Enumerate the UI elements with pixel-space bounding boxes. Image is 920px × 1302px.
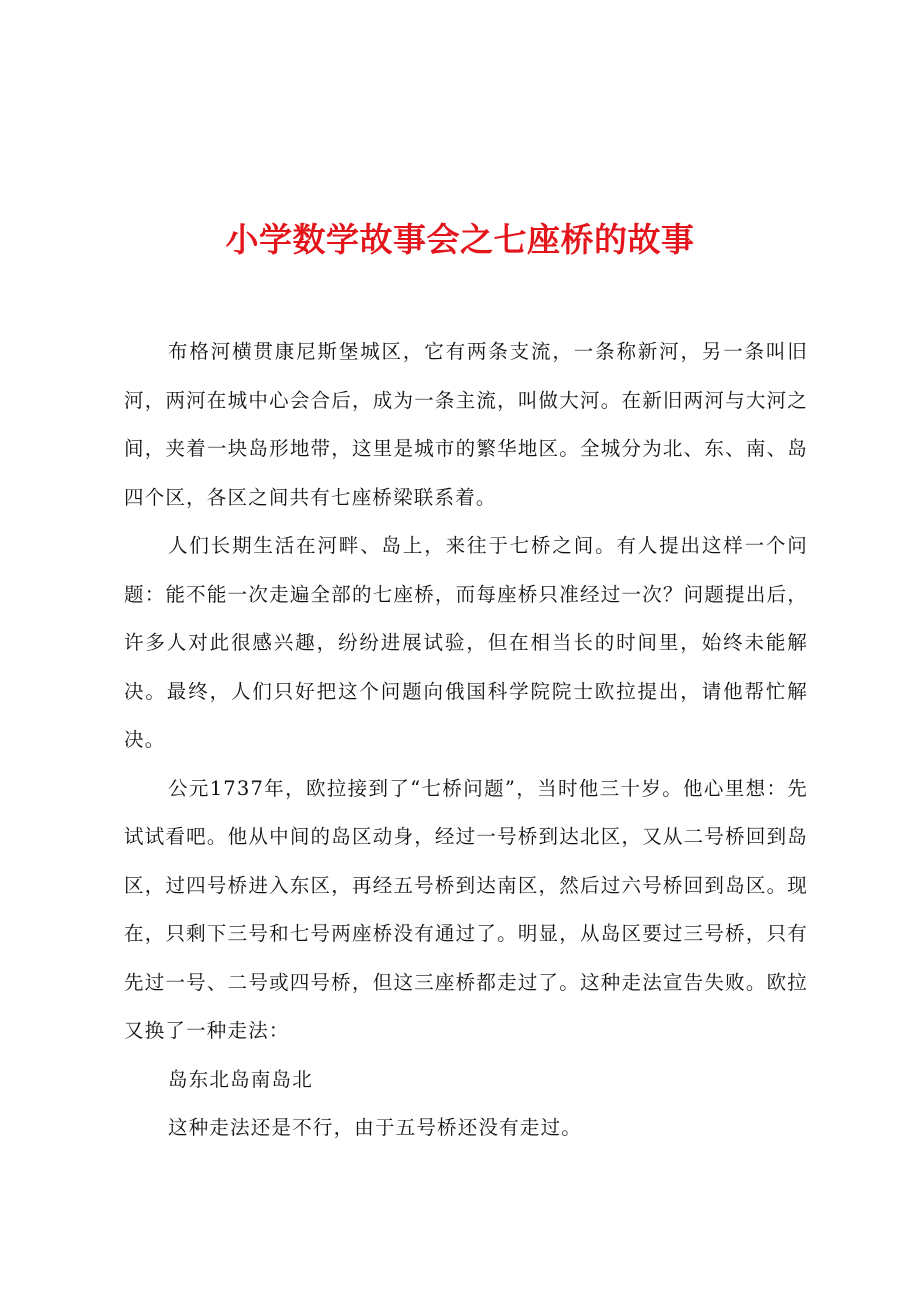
paragraph-2: 人们长期生活在河畔、岛上，来往于七桥之间。有人提出这样一个问题：能不能一次走遍全部的七座桥，而每座桥只准经过一次？问题提出后，许多人对此很感兴趣，纷纷进展试验，但在相当长的时间里，始终未能解决。最终，人们只好把这个问题向俄国科学院院士欧拉提出，请他帮忙解决。 [124, 534, 808, 751]
document-title: 小学数学故事会之七座桥的故事 [225, 220, 695, 260]
paragraph-5: 这种走法还是不行，由于五号桥还没有走过。 [168, 1116, 583, 1139]
document-body [124, 328, 808, 1153]
paragraph-1: 布格河横贯康尼斯堡城区，它有两条支流，一条称新河，另一条叫旧河，两河在城中心会合后，成为一条主流，叫做大河。在新旧两河与大河之间，夹着一块岛形地带，这里是城市的繁华地区。全城分为北、东、南、岛四个区，各区之间共有七座桥梁联系着。 [124, 340, 808, 509]
paragraph-3: 公元1737年，欧拉接到了“七桥问题”，当时他三十岁。他心里想：先试试看吧。他从中间的岛区动身，经过一号桥到达北区，又从二号桥回到岛区，过四号桥进入东区，再经五号桥到达南区，然后过六号桥回到岛区。现在，只剩下三号和七号两座桥没有通过了。明显，从岛区要过三号桥，只有先过一号、二号或四号桥，但这三座桥都走过了。这种走法宣告失败。欧拉又换了一种走法： [124, 776, 808, 1042]
paragraph-route: 岛东北岛南岛北 [168, 1067, 313, 1091]
